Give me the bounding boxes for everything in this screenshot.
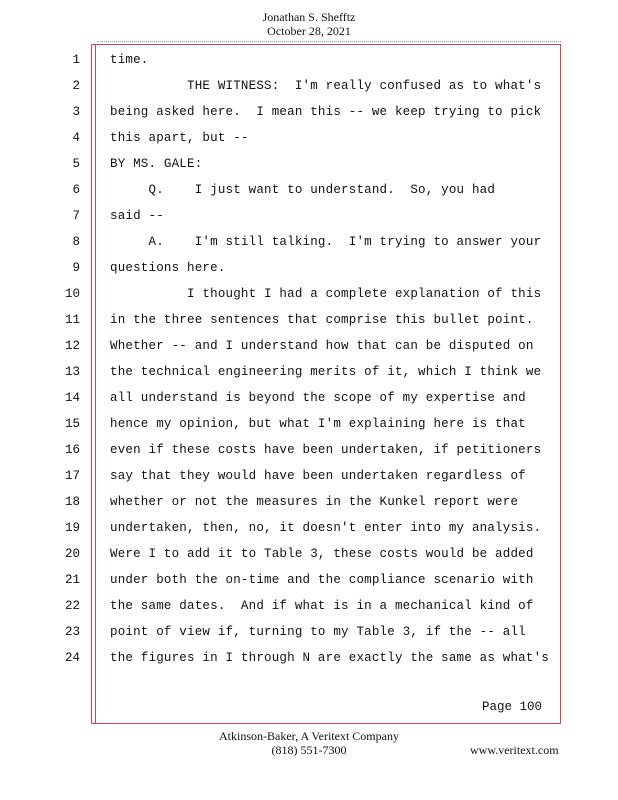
line-text: BY MS. GALE: bbox=[110, 157, 203, 171]
transcript-line bbox=[0, 177, 618, 203]
line-text: A. I'm still talking. I'm trying to answer your bbox=[110, 235, 542, 249]
page-header bbox=[0, 10, 618, 38]
line-number: 20 bbox=[64, 547, 80, 561]
witness-name: Jonathan S. Shefftz bbox=[262, 10, 356, 24]
line-text: I thought I had a complete explanation of this bbox=[110, 287, 542, 301]
line-text: questions here. bbox=[110, 261, 226, 275]
transcript-line bbox=[0, 125, 618, 151]
line-number: 14 bbox=[64, 391, 80, 405]
line-number: 16 bbox=[64, 443, 80, 457]
line-number: 13 bbox=[64, 365, 80, 379]
line-text: undertaken, then, no, it doesn't enter into my analysis. bbox=[110, 521, 542, 535]
transcript-line bbox=[0, 151, 618, 177]
transcript-line bbox=[0, 307, 618, 333]
transcript-line bbox=[0, 411, 618, 437]
line-text: time. bbox=[110, 53, 149, 67]
line-number: 5 bbox=[72, 157, 80, 171]
line-number: 17 bbox=[64, 469, 80, 483]
line-text: point of view if, turning to my Table 3, if the -- all bbox=[110, 625, 526, 639]
transcript-line bbox=[0, 489, 618, 515]
line-text: the technical engineering merits of it, which I think we bbox=[110, 365, 542, 379]
line-text: in the three sentences that comprise this bullet point. bbox=[110, 313, 534, 327]
line-text: THE WITNESS: I'm really confused as to what's bbox=[110, 79, 542, 93]
line-number: 18 bbox=[64, 495, 80, 509]
line-number: 2 bbox=[72, 79, 80, 93]
reporting-company: Atkinson-Baker, A Veritext Company bbox=[219, 729, 399, 743]
line-number: 6 bbox=[72, 183, 80, 197]
line-text: Q. I just want to understand. So, you had bbox=[110, 183, 496, 197]
line-number: 23 bbox=[64, 625, 80, 639]
transcript-line bbox=[0, 47, 618, 73]
transcript-line bbox=[0, 229, 618, 255]
line-text: this apart, but -- bbox=[110, 131, 249, 145]
transcript-line bbox=[0, 359, 618, 385]
transcript-line bbox=[0, 593, 618, 619]
line-number: 3 bbox=[72, 105, 80, 119]
line-text: whether or not the measures in the Kunkel report were bbox=[110, 495, 519, 509]
transcript-line bbox=[0, 333, 618, 359]
transcript-line bbox=[0, 515, 618, 541]
line-text: said -- bbox=[110, 209, 164, 223]
company-phone: (818) 551-7300 bbox=[271, 743, 347, 757]
line-number: 4 bbox=[72, 131, 80, 145]
line-text: being asked here. I mean this -- we keep trying to pick bbox=[110, 105, 542, 119]
transcript-line bbox=[0, 619, 618, 645]
transcript-line bbox=[0, 567, 618, 593]
line-number: 1 bbox=[72, 53, 80, 67]
deposition-date: October 28, 2021 bbox=[267, 24, 351, 38]
transcript-line bbox=[0, 281, 618, 307]
line-number: 21 bbox=[64, 573, 80, 587]
transcript-line bbox=[0, 203, 618, 229]
line-text: all understand is beyond the scope of my expertise and bbox=[110, 391, 526, 405]
line-text: Were I to add it to Table 3, these costs would be added bbox=[110, 547, 534, 561]
company-website: www.veritext.com bbox=[470, 743, 559, 757]
line-text: even if these costs have been undertaken, if petitioners bbox=[110, 443, 542, 457]
line-number: 24 bbox=[64, 651, 80, 665]
line-number: 22 bbox=[64, 599, 80, 613]
line-text: hence my opinion, but what I'm explaining here is that bbox=[110, 417, 526, 431]
line-number: 11 bbox=[64, 313, 80, 327]
line-number: 9 bbox=[72, 261, 80, 275]
line-text: under both the on-time and the compliance scenario with bbox=[110, 573, 534, 587]
line-text: the figures in I through N are exactly the same as what's bbox=[110, 651, 549, 665]
line-number: 15 bbox=[64, 417, 80, 431]
transcript-line bbox=[0, 385, 618, 411]
transcript-line bbox=[0, 645, 618, 671]
line-number: 7 bbox=[72, 209, 80, 223]
line-number: 19 bbox=[64, 521, 80, 535]
line-text: say that they would have been undertaken regardless of bbox=[110, 469, 526, 483]
line-number: 8 bbox=[72, 235, 80, 249]
transcript-line bbox=[0, 463, 618, 489]
line-text: the same dates. And if what is in a mechanical kind of bbox=[110, 599, 534, 613]
page-number: Page 100 bbox=[481, 700, 542, 714]
line-number: 12 bbox=[64, 339, 80, 353]
transcript-line bbox=[0, 73, 618, 99]
transcript-line bbox=[0, 255, 618, 281]
line-number: 10 bbox=[64, 287, 80, 301]
line-text: Whether -- and I understand how that can be disputed on bbox=[110, 339, 534, 353]
transcript-line bbox=[0, 437, 618, 463]
transcript-line bbox=[0, 99, 618, 125]
transcript-line bbox=[0, 541, 618, 567]
header-divider bbox=[97, 41, 561, 42]
